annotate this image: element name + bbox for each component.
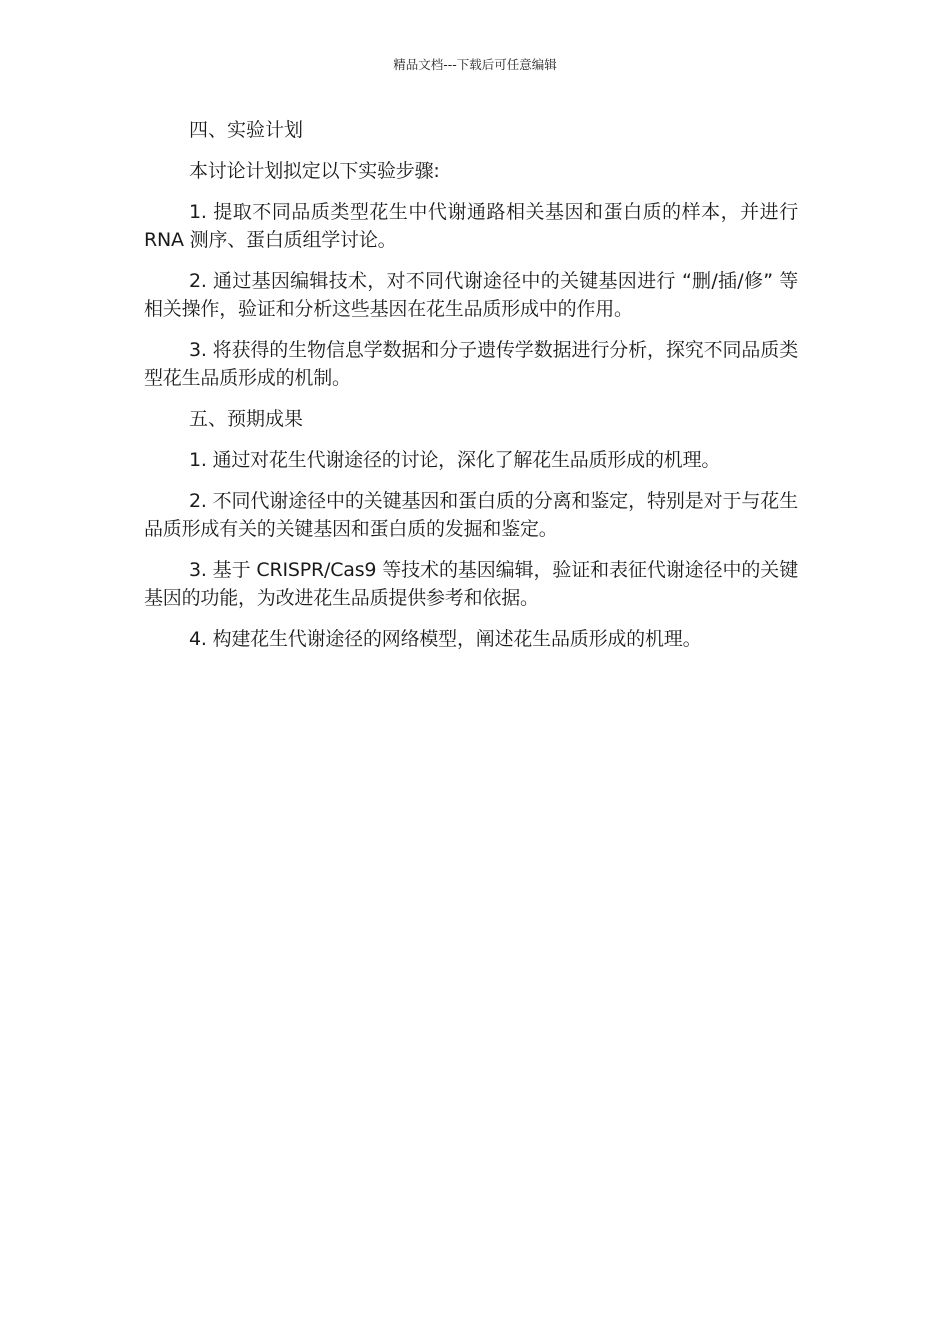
result-item-4: 4. 构建花生代谢途径的网络模型，阐述花生品质形成的机理。 — [189, 628, 702, 650]
result-item-1: 1. 通过对花生代谢途径的讨论，深化了解花生品质形成的机理。 — [189, 449, 721, 471]
document-body — [144, 116, 798, 666]
page-header: 精品文档---下载后可任意编辑 — [393, 57, 557, 72]
plan-item-1: 1. 提取不同品质类型花生中代谢通路相关基因和蛋白质的样本，并进行 RNA 测序、蛋白质组学讨论。 — [144, 201, 798, 251]
result-item-2: 2. 不同代谢途径中的关键基因和蛋白质的分离和鉴定，特别是对于与花生品质形成有关的关键基因和蛋白质的发掘和鉴定。 — [144, 490, 798, 540]
plan-item-2: 2. 通过基因编辑技术，对不同代谢途径中的关键基因进行 “删/插/修” 等相关操作，验证和分析这些基因在花生品质形成中的作用。 — [144, 270, 798, 320]
result-item-3: 3. 基于 CRISPR/Cas9 等技术的基因编辑，验证和表征代谢途径中的关键基因的功能，为改进花生品质提供参考和依据。 — [144, 559, 798, 609]
plan-item-3: 3. 将获得的生物信息学数据和分子遗传学数据进行分析，探究不同品质类型花生品质形成的机制。 — [144, 339, 798, 389]
section-heading-experiment-plan: 四、实验计划 — [189, 119, 304, 141]
section-heading-expected-results: 五、预期成果 — [189, 408, 304, 430]
paragraph-intro: 本讨论计划拟定以下实验步骤: — [189, 160, 440, 182]
